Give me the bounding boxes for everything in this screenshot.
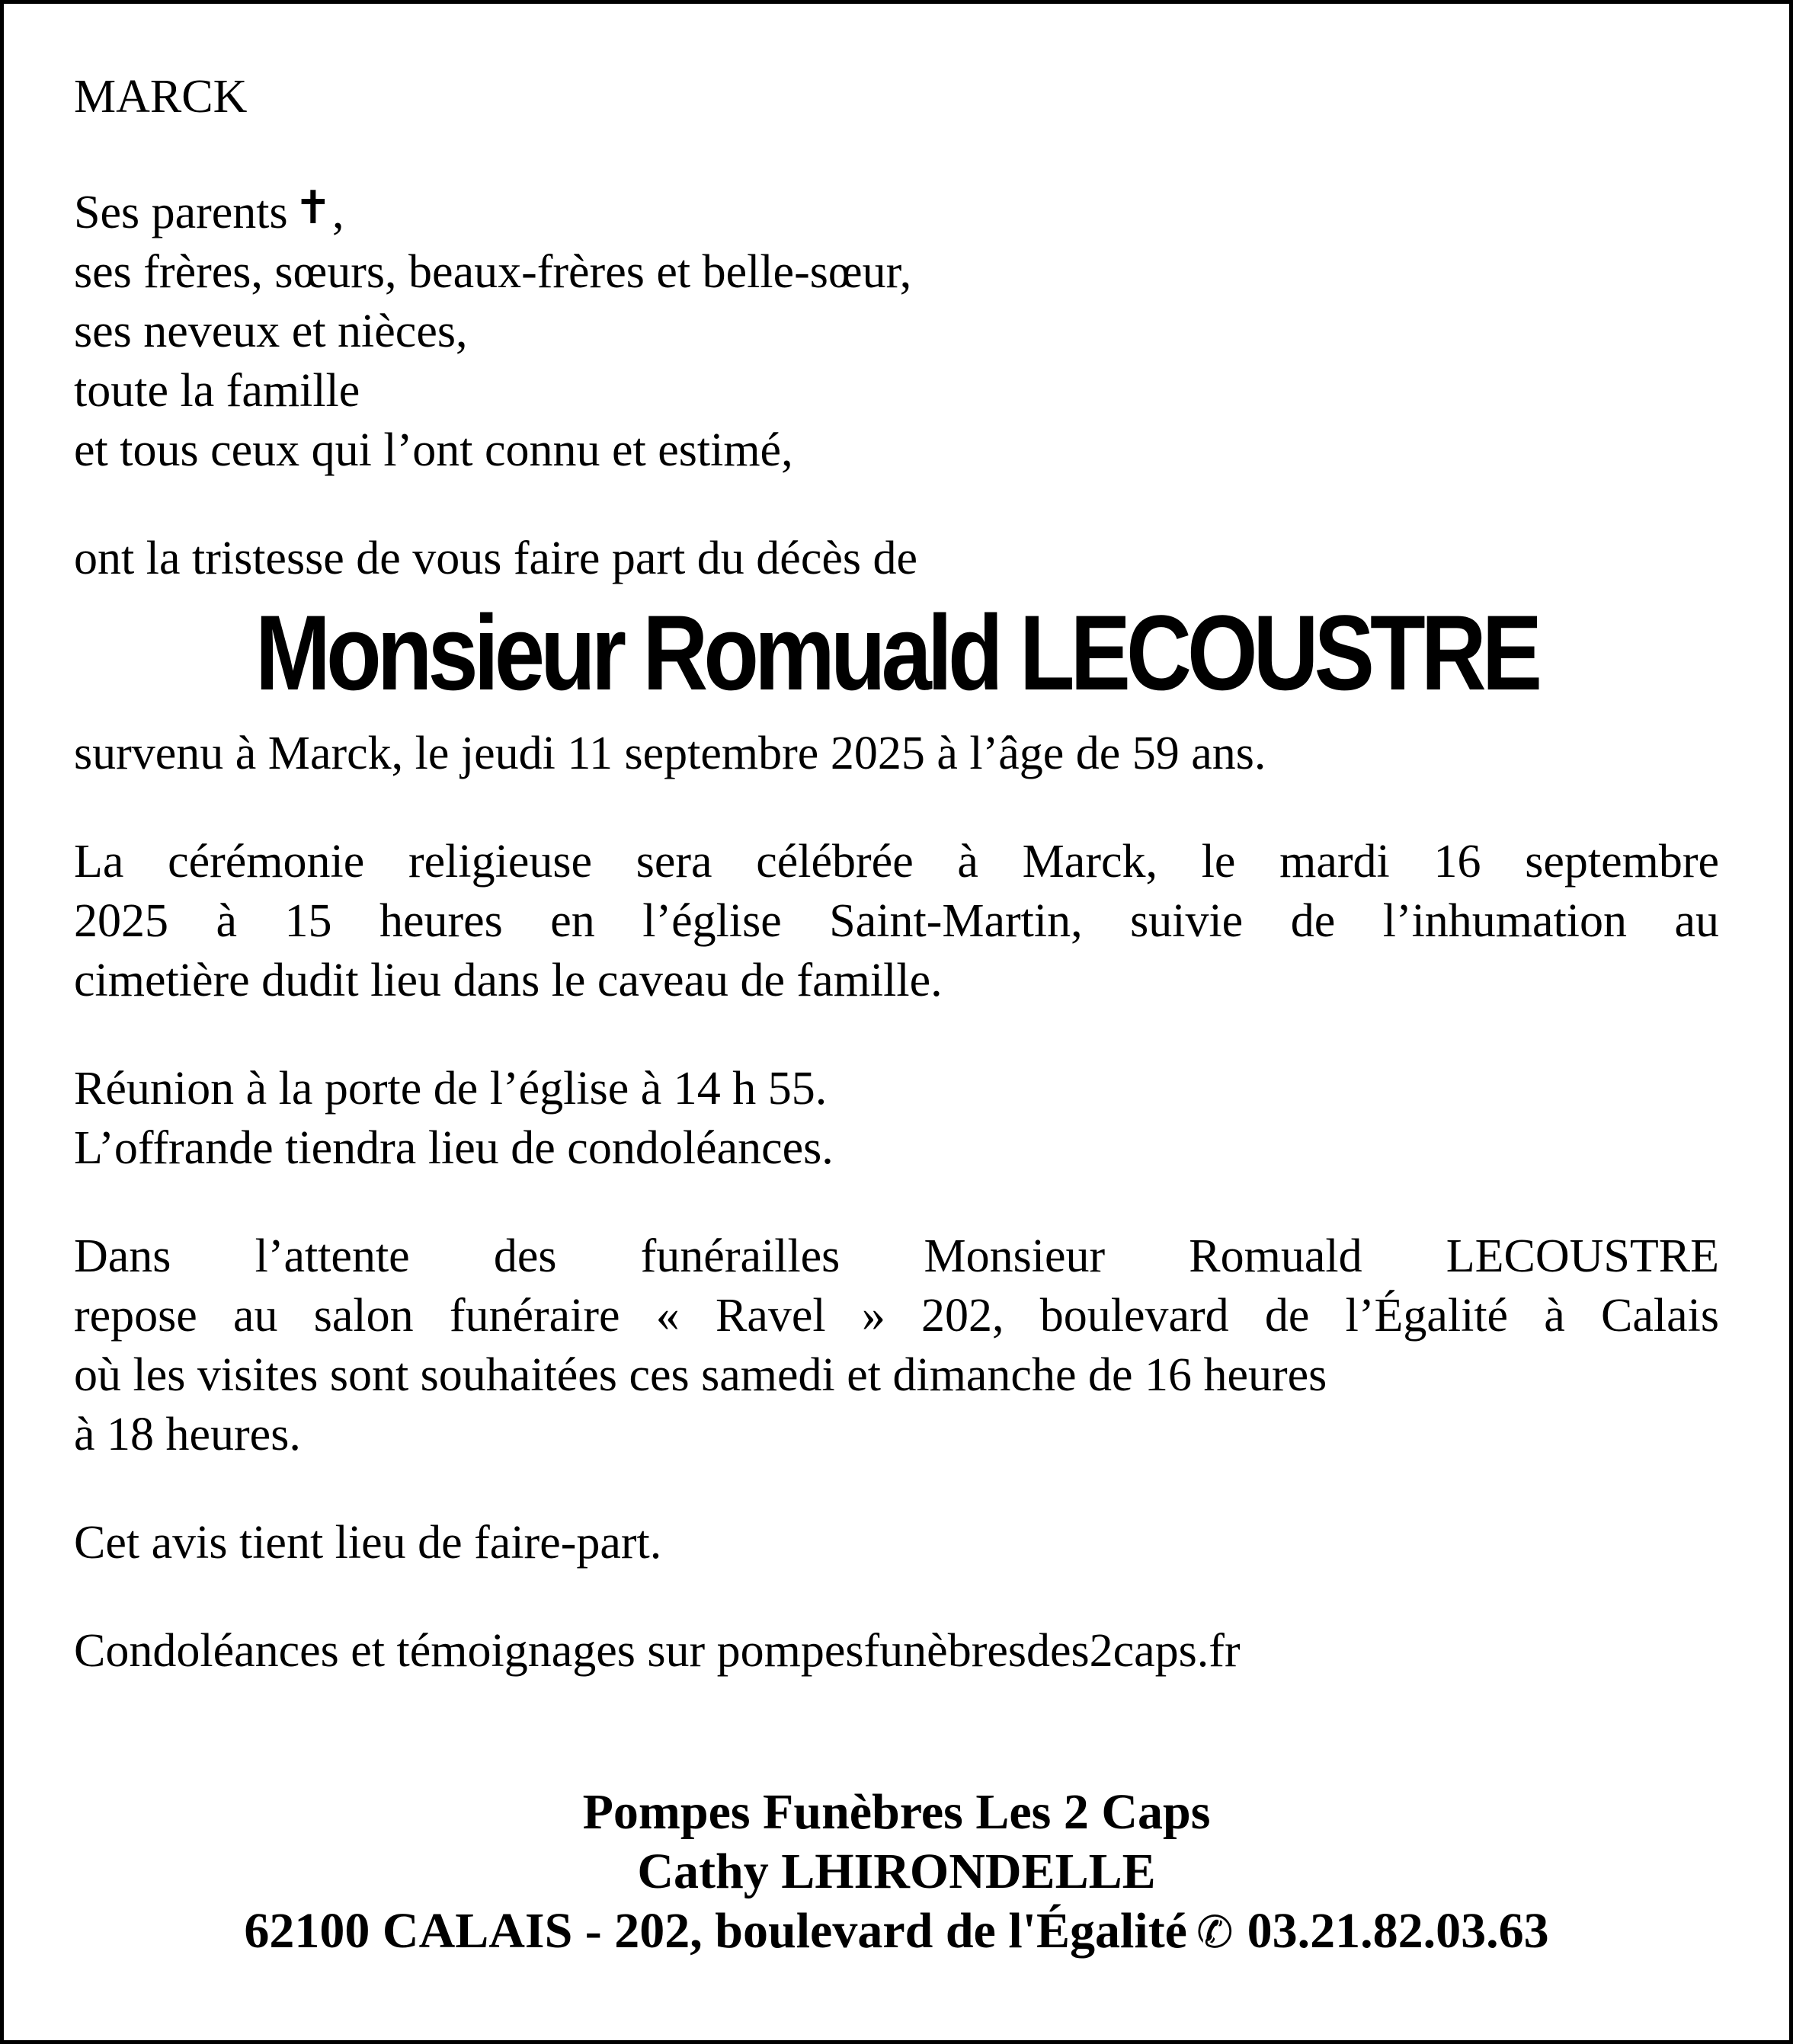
meeting-line-1: Réunion à la porte de l’église à 14 h 55. <box>74 1063 828 1115</box>
parents-suffix: , <box>331 187 344 238</box>
faire-part-notice: Cet avis tient lieu de faire-part. <box>74 1517 662 1569</box>
phone-icon: ✆ <box>1196 1906 1234 1958</box>
ceremony-line-1: La cérémonie religieuse sera célébrée à Marck, le mardi 16 septembre <box>74 836 1719 888</box>
spacer <box>74 1572 1719 1621</box>
ceremony-line-3: cimetière dudit lieu dans le caveau de famille. <box>74 955 943 1006</box>
spacer <box>74 1010 1719 1059</box>
funeral-home-footer <box>0 1783 1793 1962</box>
funeral-home-address-line <box>0 1902 1793 1962</box>
funeral-home-address: 62100 CALAIS - 202, boulevard de l'Égalité <box>244 1903 1187 1959</box>
spacer <box>74 783 1719 832</box>
condolences-website: Condoléances et témoignages sur pompesfunèbresdes2caps.fr <box>74 1625 1241 1677</box>
announcement-text: ont la tristesse de vous faire part du décès de <box>74 533 918 584</box>
obituary-body <box>74 67 1719 1681</box>
family-line-siblings: ses frères, sœurs, beaux-frères et belle-sœur, <box>74 246 912 298</box>
spacer <box>74 480 1719 529</box>
deceased-name: Monsieur Romuald LECOUSTRE <box>255 593 1538 712</box>
visitation-line-2: repose au salon funéraire « Ravel » 202, boulevard de l’Égalité à Calais <box>74 1290 1719 1342</box>
family-line-family: toute la famille <box>74 365 360 417</box>
funeral-home-contact: Cathy LHIRONDELLE <box>637 1844 1156 1899</box>
funeral-home-phone: 03.21.82.03.63 <box>1247 1903 1549 1959</box>
meeting-line-2: L’offrande tiendra lieu de condoléances. <box>74 1122 834 1174</box>
town-heading: MARCK <box>74 71 248 123</box>
spacer <box>74 1464 1719 1513</box>
family-line-nephews: ses neveux et nièces, <box>74 305 468 357</box>
death-details: survenu à Marck, le jeudi 11 septembre 2025 à l’âge de 59 ans. <box>74 728 1266 779</box>
visitation-line-4: à 18 heures. <box>74 1409 301 1460</box>
cross-icon: ✝ <box>293 181 332 235</box>
spacer <box>74 126 1719 178</box>
spacer <box>74 1178 1719 1227</box>
parents-text: Ses parents <box>74 187 288 238</box>
visitation-line-3: où les visites sont souhaitées ces samedi et dimanche de 16 heures <box>74 1349 1327 1401</box>
family-line-acquaintances: et tous ceux qui l’ont connu et estimé, <box>74 424 793 476</box>
ceremony-line-2: 2025 à 15 heures en l’église Saint-Martin, suivie de l’inhumation au <box>74 895 1719 947</box>
visitation-line-1: Dans l’attente des funérailles Monsieur Romuald LECOUSTRE <box>74 1230 1719 1282</box>
funeral-home-name: Pompes Funèbres Les 2 Caps <box>582 1784 1211 1840</box>
family-parents-line <box>74 178 1719 242</box>
